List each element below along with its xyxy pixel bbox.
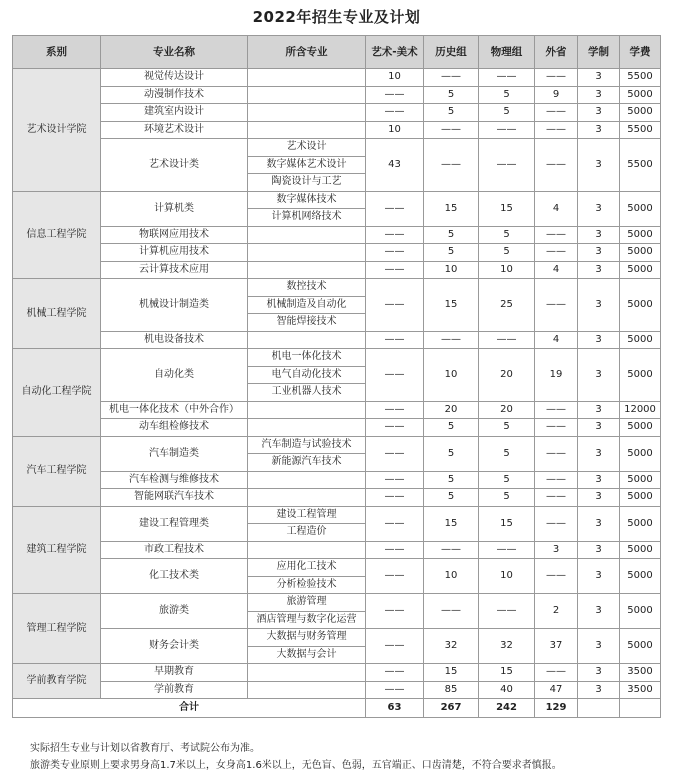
physics-quota-cell: 25: [479, 279, 535, 332]
major-name-cell: 财务会计类: [101, 629, 248, 664]
major-name-cell: 计算机应用技术: [101, 244, 248, 262]
sub-major-cell: [248, 681, 366, 699]
physics-quota-cell: 10: [479, 261, 535, 279]
out-of-province-quota-cell: 4: [535, 191, 578, 226]
history-quota-cell: 5: [424, 471, 479, 489]
enrollment-table: [12, 35, 661, 718]
years-cell: 3: [578, 86, 620, 104]
sub-major-cell: 计算机网络技术: [248, 209, 366, 227]
physics-quota-cell: 5: [479, 436, 535, 471]
major-name-cell: 旅游类: [101, 594, 248, 629]
total-fee: [620, 699, 661, 718]
years-cell: 3: [578, 279, 620, 332]
art-quota-cell: 10: [366, 69, 424, 87]
history-quota-cell: 10: [424, 559, 479, 594]
sub-major-cell: [248, 471, 366, 489]
art-quota-cell: 10: [366, 121, 424, 139]
total-art: 63: [366, 699, 424, 718]
fee-cell: 5000: [620, 471, 661, 489]
total-row: [13, 699, 661, 718]
out-of-province-quota-cell: 4: [535, 331, 578, 349]
history-quota-cell: ——: [424, 331, 479, 349]
sub-major-cell: 电气自动化技术: [248, 366, 366, 384]
history-quota-cell: 15: [424, 506, 479, 541]
table-row: [13, 69, 661, 87]
fee-cell: 5000: [620, 226, 661, 244]
table-row: [13, 121, 661, 139]
major-name-cell: 机电设备技术: [101, 331, 248, 349]
physics-quota-cell: ——: [479, 121, 535, 139]
fee-cell: 3500: [620, 664, 661, 682]
physics-quota-cell: 15: [479, 191, 535, 226]
fee-cell: 5000: [620, 559, 661, 594]
footnotes: [30, 740, 562, 774]
art-quota-cell: ——: [366, 279, 424, 332]
major-name-cell: 市政工程技术: [101, 541, 248, 559]
sub-major-cell: 工业机器人技术: [248, 384, 366, 402]
sub-major-cell: [248, 86, 366, 104]
total-label: 合计: [13, 699, 366, 718]
fee-cell: 5000: [620, 541, 661, 559]
sub-major-cell: [248, 104, 366, 122]
sub-major-cell: 大数据与会计: [248, 646, 366, 664]
major-name-cell: 汽车制造类: [101, 436, 248, 471]
major-name-cell: 环境艺术设计: [101, 121, 248, 139]
years-cell: 3: [578, 104, 620, 122]
art-quota-cell: 43: [366, 139, 424, 192]
table-row: [13, 226, 661, 244]
history-quota-cell: 15: [424, 664, 479, 682]
fee-cell: 5000: [620, 261, 661, 279]
physics-quota-cell: 15: [479, 664, 535, 682]
sub-major-cell: [248, 69, 366, 87]
history-quota-cell: 5: [424, 104, 479, 122]
out-of-province-quota-cell: ——: [535, 471, 578, 489]
sub-major-cell: 分析检验技术: [248, 576, 366, 594]
major-name-cell: 动漫制作技术: [101, 86, 248, 104]
table-row: [13, 191, 661, 209]
physics-quota-cell: ——: [479, 331, 535, 349]
major-name-cell: 化工技术类: [101, 559, 248, 594]
art-quota-cell: ——: [366, 594, 424, 629]
history-quota-cell: 5: [424, 244, 479, 262]
sub-major-cell: 大数据与财务管理: [248, 629, 366, 647]
physics-quota-cell: 20: [479, 349, 535, 402]
art-quota-cell: ——: [366, 664, 424, 682]
header-fee: 学费: [620, 36, 661, 69]
out-of-province-quota-cell: ——: [535, 401, 578, 419]
years-cell: 3: [578, 331, 620, 349]
years-cell: 3: [578, 594, 620, 629]
fee-cell: 12000: [620, 401, 661, 419]
physics-quota-cell: 15: [479, 506, 535, 541]
sub-major-cell: 艺术设计: [248, 139, 366, 157]
table-row: [13, 86, 661, 104]
major-name-cell: 智能网联汽车技术: [101, 489, 248, 507]
sub-major-cell: 数字媒体艺术设计: [248, 156, 366, 174]
art-quota-cell: ——: [366, 104, 424, 122]
footnote: 实际招生专业与计划以省教育厅、考试院公布为准。: [30, 743, 260, 754]
table-row: [13, 401, 661, 419]
table-row: [13, 471, 661, 489]
out-of-province-quota-cell: 9: [535, 86, 578, 104]
out-of-province-quota-cell: ——: [535, 506, 578, 541]
sub-major-cell: [248, 664, 366, 682]
footnote: 旅游类专业原则上要求男身高1.7米以上，女身高1.6米以上，无色盲、色弱，五官端正、口齿清楚，不符合要求者慎报。: [30, 760, 562, 771]
out-of-province-quota-cell: 3: [535, 541, 578, 559]
history-quota-cell: 20: [424, 401, 479, 419]
table-row: [13, 436, 661, 454]
college-cell: 汽车工程学院: [13, 436, 101, 506]
history-quota-cell: 5: [424, 86, 479, 104]
college-cell: 学前教育学院: [13, 664, 101, 699]
sub-major-cell: 机械制造及自动化: [248, 296, 366, 314]
sub-major-cell: 旅游管理: [248, 594, 366, 612]
header-years: 学制: [578, 36, 620, 69]
out-of-province-quota-cell: ——: [535, 226, 578, 244]
history-quota-cell: 85: [424, 681, 479, 699]
major-name-cell: 视觉传达设计: [101, 69, 248, 87]
years-cell: 3: [578, 69, 620, 87]
sub-major-cell: 建设工程管理: [248, 506, 366, 524]
fee-cell: 5000: [620, 506, 661, 541]
table-row: [13, 594, 661, 612]
years-cell: 3: [578, 681, 620, 699]
art-quota-cell: ——: [366, 261, 424, 279]
table-row: [13, 629, 661, 647]
total-physics: 242: [479, 699, 535, 718]
sub-major-cell: 陶瓷设计与工艺: [248, 174, 366, 192]
total-out-of-province: 129: [535, 699, 578, 718]
fee-cell: 5000: [620, 349, 661, 402]
art-quota-cell: ——: [366, 436, 424, 471]
sub-major-cell: 智能焊接技术: [248, 314, 366, 332]
physics-quota-cell: 40: [479, 681, 535, 699]
sub-major-cell: [248, 401, 366, 419]
fee-cell: 5500: [620, 121, 661, 139]
sub-major-cell: 汽车制造与试验技术: [248, 436, 366, 454]
major-name-cell: 自动化类: [101, 349, 248, 402]
art-quota-cell: ——: [366, 559, 424, 594]
table-row: [13, 506, 661, 524]
major-name-cell: 机电一体化技术（中外合作）: [101, 401, 248, 419]
history-quota-cell: ——: [424, 594, 479, 629]
history-quota-cell: ——: [424, 69, 479, 87]
sub-major-cell: [248, 489, 366, 507]
physics-quota-cell: ——: [479, 69, 535, 87]
physics-quota-cell: 10: [479, 559, 535, 594]
sub-major-cell: [248, 541, 366, 559]
history-quota-cell: ——: [424, 541, 479, 559]
art-quota-cell: ——: [366, 489, 424, 507]
major-name-cell: 建筑室内设计: [101, 104, 248, 122]
sub-major-cell: [248, 121, 366, 139]
history-quota-cell: 15: [424, 279, 479, 332]
art-quota-cell: ——: [366, 401, 424, 419]
college-cell: 自动化工程学院: [13, 349, 101, 437]
out-of-province-quota-cell: ——: [535, 104, 578, 122]
physics-quota-cell: 5: [479, 419, 535, 437]
table-row: [13, 244, 661, 262]
years-cell: 3: [578, 541, 620, 559]
years-cell: 3: [578, 471, 620, 489]
physics-quota-cell: 5: [479, 86, 535, 104]
out-of-province-quota-cell: ——: [535, 489, 578, 507]
out-of-province-quota-cell: 2: [535, 594, 578, 629]
sub-major-cell: 新能源汽车技术: [248, 454, 366, 472]
sub-major-cell: 数控技术: [248, 279, 366, 297]
college-cell: 信息工程学院: [13, 191, 101, 279]
years-cell: 3: [578, 489, 620, 507]
out-of-province-quota-cell: ——: [535, 121, 578, 139]
header-row: [13, 36, 661, 69]
major-name-cell: 计算机类: [101, 191, 248, 226]
history-quota-cell: ——: [424, 139, 479, 192]
table-row: [13, 349, 661, 367]
out-of-province-quota-cell: ——: [535, 279, 578, 332]
years-cell: 3: [578, 261, 620, 279]
years-cell: 3: [578, 401, 620, 419]
header-physics: 物理组: [479, 36, 535, 69]
years-cell: 3: [578, 244, 620, 262]
sub-major-cell: 数字媒体技术: [248, 191, 366, 209]
physics-quota-cell: 5: [479, 489, 535, 507]
out-of-province-quota-cell: ——: [535, 244, 578, 262]
physics-quota-cell: 5: [479, 104, 535, 122]
header-out-of-province: 外省: [535, 36, 578, 69]
total-years: [578, 699, 620, 718]
art-quota-cell: ——: [366, 541, 424, 559]
history-quota-cell: 5: [424, 419, 479, 437]
table-row: [13, 104, 661, 122]
years-cell: 3: [578, 506, 620, 541]
major-name-cell: 云计算技术应用: [101, 261, 248, 279]
out-of-province-quota-cell: 47: [535, 681, 578, 699]
out-of-province-quota-cell: ——: [535, 139, 578, 192]
sub-major-cell: 机电一体化技术: [248, 349, 366, 367]
college-cell: 艺术设计学院: [13, 69, 101, 192]
fee-cell: 5000: [620, 191, 661, 226]
fee-cell: 5000: [620, 594, 661, 629]
fee-cell: 5000: [620, 436, 661, 471]
fee-cell: 5000: [620, 629, 661, 664]
out-of-province-quota-cell: 37: [535, 629, 578, 664]
fee-cell: 5000: [620, 244, 661, 262]
fee-cell: 5500: [620, 139, 661, 192]
sub-major-cell: 工程造价: [248, 524, 366, 542]
header-art: 艺术-美术: [366, 36, 424, 69]
out-of-province-quota-cell: 4: [535, 261, 578, 279]
years-cell: 3: [578, 436, 620, 471]
history-quota-cell: 5: [424, 436, 479, 471]
sub-major-cell: [248, 244, 366, 262]
fee-cell: 3500: [620, 681, 661, 699]
major-name-cell: 建设工程管理类: [101, 506, 248, 541]
years-cell: 3: [578, 226, 620, 244]
art-quota-cell: ——: [366, 681, 424, 699]
fee-cell: 5000: [620, 279, 661, 332]
major-name-cell: 机械设计制造类: [101, 279, 248, 332]
college-cell: 机械工程学院: [13, 279, 101, 349]
page-title: 2022年招生专业及计划: [252, 8, 421, 26]
physics-quota-cell: 5: [479, 244, 535, 262]
physics-quota-cell: ——: [479, 594, 535, 629]
art-quota-cell: ——: [366, 629, 424, 664]
table-row: [13, 559, 661, 577]
table-row: [13, 664, 661, 682]
sub-major-cell: 酒店管理与数字化运营: [248, 611, 366, 629]
out-of-province-quota-cell: ——: [535, 436, 578, 471]
major-name-cell: 动车组检修技术: [101, 419, 248, 437]
major-name-cell: 艺术设计类: [101, 139, 248, 192]
sub-major-cell: [248, 331, 366, 349]
art-quota-cell: ——: [366, 331, 424, 349]
art-quota-cell: ——: [366, 244, 424, 262]
header-history: 历史组: [424, 36, 479, 69]
major-name-cell: 物联网应用技术: [101, 226, 248, 244]
major-name-cell: 学前教育: [101, 681, 248, 699]
fee-cell: 5000: [620, 104, 661, 122]
years-cell: 3: [578, 121, 620, 139]
sub-major-cell: [248, 261, 366, 279]
college-cell: 建筑工程学院: [13, 506, 101, 594]
fee-cell: 5000: [620, 86, 661, 104]
fee-cell: 5500: [620, 69, 661, 87]
physics-quota-cell: ——: [479, 139, 535, 192]
fee-cell: 5000: [620, 489, 661, 507]
art-quota-cell: ——: [366, 191, 424, 226]
header-sub-major: 所含专业: [248, 36, 366, 69]
physics-quota-cell: 20: [479, 401, 535, 419]
years-cell: 3: [578, 139, 620, 192]
sub-major-cell: [248, 226, 366, 244]
years-cell: 3: [578, 629, 620, 664]
header-college: 系别: [13, 36, 101, 69]
out-of-province-quota-cell: ——: [535, 69, 578, 87]
table-row: [13, 261, 661, 279]
major-name-cell: 早期教育: [101, 664, 248, 682]
history-quota-cell: 10: [424, 349, 479, 402]
total-history: 267: [424, 699, 479, 718]
table-row: [13, 139, 661, 157]
out-of-province-quota-cell: 19: [535, 349, 578, 402]
college-cell: 管理工程学院: [13, 594, 101, 664]
years-cell: 3: [578, 191, 620, 226]
table-row: [13, 681, 661, 699]
out-of-province-quota-cell: ——: [535, 664, 578, 682]
history-quota-cell: 5: [424, 489, 479, 507]
table-row: [13, 489, 661, 507]
art-quota-cell: ——: [366, 86, 424, 104]
sub-major-cell: 应用化工技术: [248, 559, 366, 577]
physics-quota-cell: 32: [479, 629, 535, 664]
physics-quota-cell: 5: [479, 226, 535, 244]
table-row: [13, 419, 661, 437]
table-row: [13, 279, 661, 297]
out-of-province-quota-cell: ——: [535, 559, 578, 594]
out-of-province-quota-cell: ——: [535, 419, 578, 437]
history-quota-cell: 10: [424, 261, 479, 279]
history-quota-cell: 15: [424, 191, 479, 226]
fee-cell: 5000: [620, 331, 661, 349]
major-name-cell: 汽车检测与维修技术: [101, 471, 248, 489]
history-quota-cell: 32: [424, 629, 479, 664]
history-quota-cell: ——: [424, 121, 479, 139]
years-cell: 3: [578, 349, 620, 402]
art-quota-cell: ——: [366, 349, 424, 402]
header-major: 专业名称: [101, 36, 248, 69]
years-cell: 3: [578, 664, 620, 682]
art-quota-cell: ——: [366, 506, 424, 541]
sub-major-cell: [248, 419, 366, 437]
art-quota-cell: ——: [366, 226, 424, 244]
history-quota-cell: 5: [424, 226, 479, 244]
physics-quota-cell: 5: [479, 471, 535, 489]
years-cell: 3: [578, 559, 620, 594]
fee-cell: 5000: [620, 419, 661, 437]
table-row: [13, 541, 661, 559]
table-row: [13, 331, 661, 349]
years-cell: 3: [578, 419, 620, 437]
physics-quota-cell: ——: [479, 541, 535, 559]
art-quota-cell: ——: [366, 419, 424, 437]
art-quota-cell: ——: [366, 471, 424, 489]
